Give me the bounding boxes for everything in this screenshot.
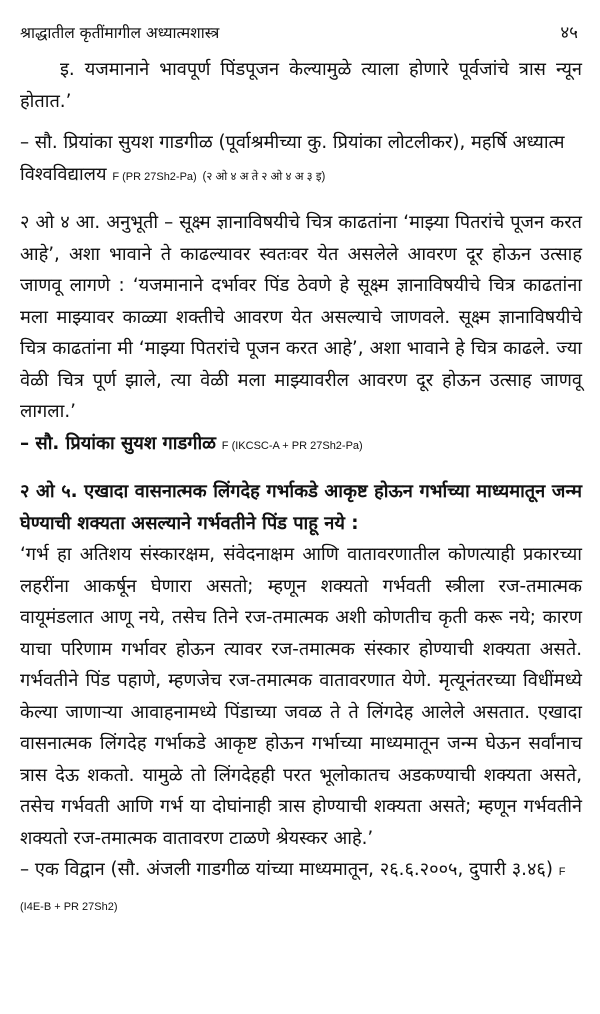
author-credit [20,127,582,193]
reference-code: F (PR 27Sh2-Pa) [112,170,197,183]
author-credit-text: – सौ. प्रियांका सुयश गाडगीळ (पूर्वाश्रमीच्या कु. प्रियांका लोटलीकर), महर्षि अध्यात्म विश्वविद्यालय [20,132,565,185]
section-heading: २ ओ ५. एखादा वासनात्मक लिंगदेह गर्भाकडे आकृष्ट होऊन गर्भाच्या माध्यमातून जन्म घेण्याची शक्यता असल्याने गर्भवतीने पिंड पाहू नये : [20,481,582,534]
main-paragraph: ‘गर्भ हा अतिशय संस्कारक्षम, संवेदनाक्षम आणि वातावरणातील कोणत्याही प्रकारच्या लहरींना आकर्षून घेणारा असतो; म्हणून शक्यतो गर्भवती स्त्रीला रज-तमात्मक वायूमंडलात आणू नये, तसेच तिने रज-तमात्मक अशी कोणतीच कृती करू नये; कारण याचा परिणाम गर्भावर होऊन त्यावर रज-तमात्मक संस्कार होण्याची शक्यता असते. गर्भवतीने पिंड पहाणे, म्हणजेच रज-तमात्मक वातावरणात येणे. मृत्यूनंतरच्या विधींमध्ये केल्या जाणाऱ्या आवाहनामध्ये पिंडाच्या जवळ ते ते लिंगदेह आलेले असतात. एखादा वासनात्मक लिंगदेह गर्भाकडे आकृष्ट होऊन गर्भाच्या माध्यमातून जन्म घेऊन सर्वांनाच त्रास देऊ शकतो. यामुळे तो लिंगदेहही परत भूलोकातच अडकण्याची शक्यता असते, तसेच गर्भवती आणि गर्भ या दोघांनाही त्रास होण्याची शक्यता असते; म्हणून गर्भवतीने शक्यतो रज-तमात्मक वातावरण टाळणे श्रेयस्कर आहे.’ [20,544,582,849]
book-title: श्राद्धातील कृतींमागील अध्यात्मशास्त्र [20,24,220,42]
author-credit-2 [20,428,582,463]
running-header [20,0,582,44]
reference-code-3: F (I4E-B + PR 27Sh2) [20,866,566,913]
page-number: ४५ [560,23,578,43]
author-credit-3-text: – एक विद्वान (सौ. अंजली गाडगीळ यांच्या माध्यमातून, २६.६.२००५, दुपारी ३.४६) [20,859,553,880]
quote-paragraph: इ. यजमानाने भावपूर्ण पिंडपूजन केल्यामुळे त्याला होणारे पूर्वजांचे त्रास न्यून होतात.’ [20,59,582,112]
reference-code-2: F (IKCSC-A + PR 27Sh2-Pa) [221,439,363,452]
author-credit-2-text: – सौ. प्रियांका सुयश गाडगीळ [20,432,216,454]
author-credit-3 [20,854,582,923]
experience-paragraph: २ ओ ४ आ. अनुभूती – सूक्ष्म ज्ञानाविषयीचे चित्र काढतांना ‘माझ्या पितरांचे पूजन करत आहे’, अशा भावाने ते काढल्यावर स्वतःवर येत असलेले आवरण दूर होऊन उत्साह जाणवू लागणे : ‘यजमानाने दर्भावर पिंड ठेवणे हे सूक्ष्म ज्ञानाविषयीचे चित्र काढतांना मला माझ्यावर काळ्या शक्तीचे आवरण येत असल्याचे जाणवले. सूक्ष्म ज्ञानाविषयीचे चित्र काढतांना मी ‘माझ्या पितरांचे पूजन करत आहे’, अशा भावाने हे चित्र काढले. ज्या वेळी चित्र पूर्ण झाले, त्या वेळी मला माझ्यावरील आवरण दूर होऊन उत्साह जाणवू लागला.’ [20,212,582,422]
section-range: (२ ओ ४ अ ते २ ओ ४ अ ३ इ) [202,170,326,183]
